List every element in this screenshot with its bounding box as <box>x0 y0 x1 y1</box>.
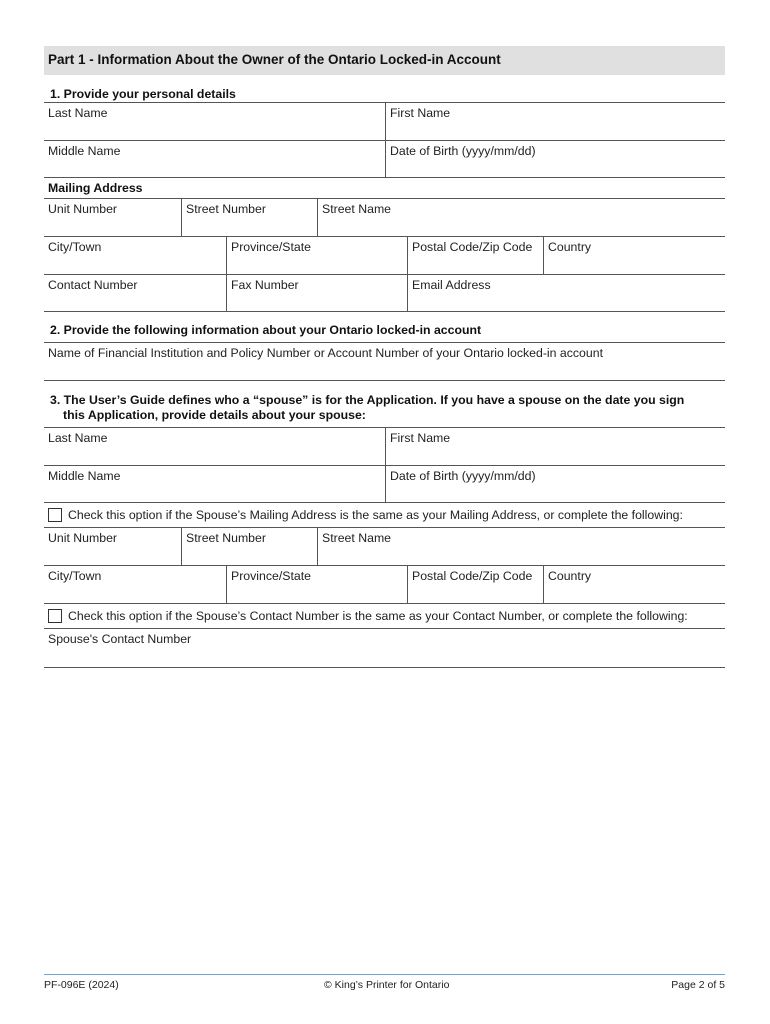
street-number-label: Street Number <box>186 202 266 216</box>
first-name-field[interactable] <box>385 103 725 140</box>
address-row-1 <box>44 198 725 236</box>
country-field[interactable] <box>543 237 725 274</box>
province-field[interactable] <box>226 237 407 274</box>
copyright-text: © King’s Printer for Ontario <box>324 979 450 991</box>
city-field[interactable] <box>44 237 226 274</box>
first-name-label: First Name <box>390 106 451 120</box>
province-label: Province/State <box>231 240 311 254</box>
account-field[interactable] <box>44 343 725 380</box>
spouse-postal-code-field[interactable] <box>407 566 543 603</box>
spouse-address-row-1 <box>44 527 725 565</box>
spouse-contact-check-label: Check this option if the Spouse’s Contact Number is the same as your Contact Number, or complete the following: <box>68 609 688 623</box>
email-field[interactable] <box>407 275 725 311</box>
spouse-street-number-field[interactable] <box>181 528 317 565</box>
spouse-contact-row <box>44 628 725 668</box>
spouse-first-name-field[interactable] <box>385 428 725 465</box>
spouse-city-label: City/Town <box>48 569 102 583</box>
spouse-address-row-2 <box>44 565 725 603</box>
part-title: Part 1 - Information About the Owner of the Ontario Locked-in Account <box>44 46 725 75</box>
page-footer <box>44 974 725 994</box>
postal-code-field[interactable] <box>407 237 543 274</box>
spouse-postal-code-label: Postal Code/Zip Code <box>412 569 533 583</box>
spouse-dob-field[interactable] <box>385 466 725 502</box>
spouse-contact-check-row <box>44 603 725 628</box>
form-page <box>44 46 725 668</box>
spouse-address-same-checkbox[interactable] <box>48 508 62 522</box>
section1-heading: 1. Provide your personal details <box>50 87 236 101</box>
account-label: Name of Financial Institution and Policy Number or Account Number of your Ontario locked-in account <box>48 346 603 360</box>
dob-label: Date of Birth (yyyy/mm/dd) <box>390 144 536 158</box>
spouse-country-label: Country <box>548 569 592 583</box>
middle-name-field[interactable] <box>44 141 385 177</box>
spouse-city-field[interactable] <box>44 566 226 603</box>
street-name-label: Street Name <box>322 202 392 216</box>
spouse-contact-number-label: Spouse's Contact Number <box>48 632 192 646</box>
unit-number-label: Unit Number <box>48 202 118 216</box>
spouse-contact-same-checkbox[interactable] <box>48 609 62 623</box>
spouse-contact-number-field[interactable] <box>44 629 725 667</box>
fax-number-field[interactable] <box>226 275 407 311</box>
unit-number-field[interactable] <box>44 199 181 236</box>
city-label: City/Town <box>48 240 102 254</box>
contact-row <box>44 274 725 312</box>
form-id: PF-096E (2024) <box>44 979 119 991</box>
spouse-last-name-field[interactable] <box>44 428 385 465</box>
dob-field[interactable] <box>385 141 725 177</box>
account-row <box>44 342 725 381</box>
postal-code-label: Postal Code/Zip Code <box>412 240 533 254</box>
address-row-2 <box>44 236 725 274</box>
section2-heading: 2. Provide the following information about your Ontario locked-in account <box>50 323 482 337</box>
spouse-name-row <box>44 427 725 465</box>
section3-heading <box>44 393 725 427</box>
contact-number-label: Contact Number <box>48 278 138 292</box>
spouse-first-name-label: First Name <box>390 431 451 445</box>
spouse-province-field[interactable] <box>226 566 407 603</box>
last-name-label: Last Name <box>48 106 108 120</box>
section3-heading-line2: this Application, provide details about your spouse: <box>63 408 366 422</box>
page-number: Page 2 of 5 <box>671 979 725 991</box>
street-name-field[interactable] <box>317 199 725 236</box>
personal-name-row <box>44 102 725 140</box>
spouse-dob-label: Date of Birth (yyyy/mm/dd) <box>390 469 536 483</box>
middle-name-label: Middle Name <box>48 144 121 158</box>
spouse-unit-number-field[interactable] <box>44 528 181 565</box>
spouse-last-name-label: Last Name <box>48 431 108 445</box>
mailing-address-heading: Mailing Address <box>44 177 725 198</box>
spouse-unit-number-label: Unit Number <box>48 531 118 545</box>
last-name-field[interactable] <box>44 103 385 140</box>
spouse-middle-name-label: Middle Name <box>48 469 121 483</box>
email-label: Email Address <box>412 278 491 292</box>
personal-middle-row <box>44 140 725 177</box>
spouse-middle-row <box>44 465 725 502</box>
spouse-province-label: Province/State <box>231 569 311 583</box>
spouse-address-check-label: Check this option if the Spouse’s Mailing Address is the same as your Mailing Address, or complete the following: <box>68 508 683 522</box>
spouse-country-field[interactable] <box>543 566 725 603</box>
spouse-street-number-label: Street Number <box>186 531 266 545</box>
spouse-street-name-label: Street Name <box>322 531 392 545</box>
spouse-address-check-row <box>44 502 725 527</box>
spouse-middle-name-field[interactable] <box>44 466 385 502</box>
country-label: Country <box>548 240 592 254</box>
contact-number-field[interactable] <box>44 275 226 311</box>
fax-number-label: Fax Number <box>231 278 299 292</box>
section3-heading-line1: 3. The User’s Guide defines who a “spouse” is for the Application. If you have a spouse on the date you sign <box>50 393 685 407</box>
spouse-street-name-field[interactable] <box>317 528 725 565</box>
street-number-field[interactable] <box>181 199 317 236</box>
